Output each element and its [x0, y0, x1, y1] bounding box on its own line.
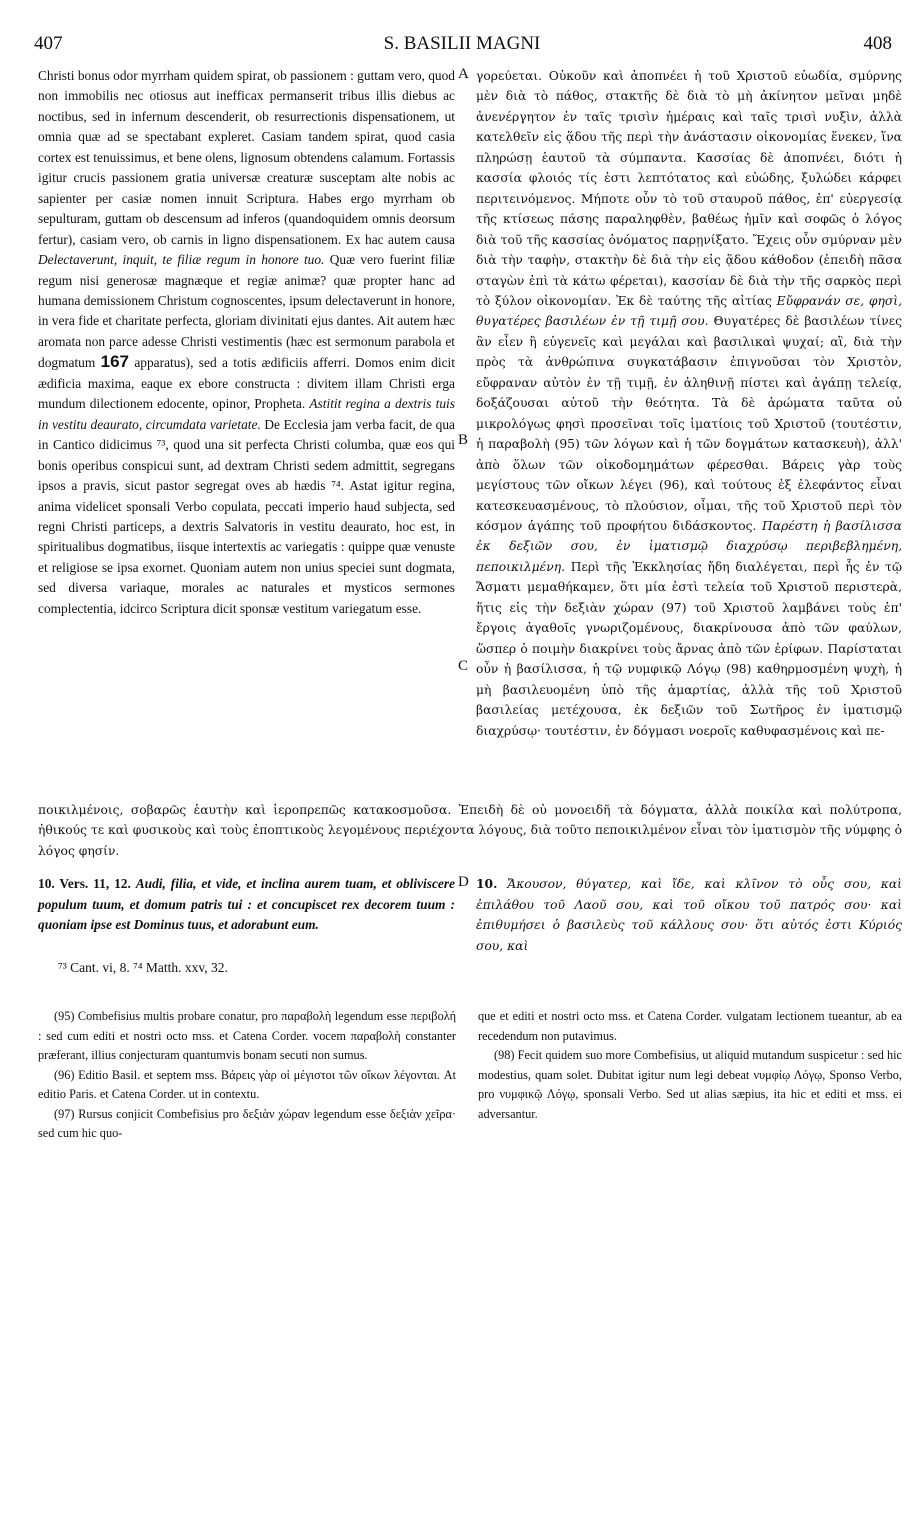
- note-96: (96) Editio Basil. et septem mss. Βάρεις γὰρ οἱ μέγιστοι τῶν οἴκων λέγονται. At editio Paris. et Catena Corder. ut in contextu.: [38, 1067, 456, 1101]
- verse-10-latin-label: 10. Vers. 11, 12.: [38, 876, 131, 891]
- greek-column: [476, 66, 902, 798]
- column-number: 167: [100, 352, 129, 372]
- verse-10-latin: [38, 874, 455, 938]
- latin-text-c: apparatus), sed a totis ædificiis afferri. Domos enim dicit ædificia maxima, eaque ex ebore constructa : divitem illam Christi erga mundum dilectionem edocente, opinor, Propheta.: [38, 355, 455, 412]
- latin-text-d: De Ecclesia jam verba facit, de qua in Cantico didicimus ⁷³, quod una sit perfecta Christi columba, quæ eos qui bonis operibus conspicui sunt, ad dextram Christi sedem admittit, segregans ipsos a pravis, sicut pastor segregat oves ab hædis ⁷⁴. Astat igitur regina, anima videlicet sponsali Verbo copulata, peccati imperio haud subjecta, sed regni Christi particeps, a dextris Salvatoris in vestitu deaurato, hoc est, in spiritualibus dogmatibus, iisque intertextis ac variegatis : quippe quæ venuste et religiose se ipsa exornet. Quoniam autem non unius speciei sunt dogmata, sed diversa variaque, morales ac naturales et mysticos sermones complectentia, idcirco Scriptura dicit sponsæ vestitum variegatum esse.: [38, 416, 455, 616]
- running-title: S. BASILII MAGNI: [383, 33, 541, 54]
- note-95: (95) Combefisius multis probare conatur, pro παραβολὴ legendum esse περιβολή : sed cum editi et nostri octo mss. et Catena Corder. vocem παραβολὴ constanter præferant, illius conjecturam quantumvis bonam secuti non sumus.: [38, 1009, 456, 1062]
- greek-continuation-text: ποικιλμένοις, σοβαρῶς ἑαυτὴν καὶ ἱεροπρεπῶς κατακοσμοῦσα. Ἐπειδὴ δὲ οὐ μονοειδῆ τὰ δόγματα, ἀλλὰ ποικίλα καὶ πολύτροπα, ἠθικούς τε καὶ φυσικοὺς καὶ τοὺς ἐποπτικοὺς λεγομένους περιέχοντα λόγους, διὰ τοῦτο πεποικιλμένον εἶναι τὸν ἱματισμὸν τῆς νύμφης ὁ λόγος φησίν.: [38, 803, 902, 858]
- latin-column: [38, 66, 455, 798]
- greek-text-b: Θυγατέρες δὲ βασιλέων τίνες ἂν εἶεν ἢ εὐγενεῖς καὶ μεγάλαι καὶ βασιλικαὶ ψυχαί; αἳ, διὰ τὴν πρὸς τὰ ἀνθρώπινα συγκατάβασιν ἐπιγνοῦσαι τὸν Χριστὸν, εὔφραναν αὐτὸν ἐν τῇ τιμῇ, ἐν ἀληθινῇ πίστει καὶ ἀγάπῃ τελείᾳ, δοξάζουσαι αὐτοῦ τὴν θεότητα. Τὰ δὲ ἀρώματα ταῦτα οὐ μικρολόγως φησὶ προσεῖναι τοῖς ἱματίοις τοῦ Χριστοῦ (τουτέστιν, ἡ παραβολὴ (95) τῶν λόγων καὶ ἡ τῶν δογμάτων κατασκευὴ), ἀλλ' ἀπὸ ὅλων τῶν οἰκοδομημάτων φέρεσθαι. Βάρεις γὰρ τοὺς μεγίστους τῶν οἴκων λέγει (96), καὶ τούτους ἐξ ἐλεφάντος εἶναι κατεσκευασμένους, τὸ πλούσιον, οἶμαι, τῆς τοῦ Χριστοῦ περὶ τὸν κόσμον ἀγάπης τοῦ προφήτου διδάσκοντος.: [476, 314, 902, 533]
- notes-left-column: [38, 1007, 456, 1467]
- verse-10-greek-quote: Ἄκουσον, θύγατερ, καὶ ἴδε, καὶ κλῖνον τὸ οὖς σου, καὶ ἐπιλάθου τοῦ Λαοῦ σου, καὶ τοῦ οἴκου τοῦ πατρός σου· καὶ ἐπιθυμήσει ὁ βασιλεὺς τοῦ κάλλους σου· ὅτι αὐτός ἐστι Κύριός σου, καὶ: [476, 877, 902, 953]
- margin-marker-a: A: [458, 66, 469, 82]
- latin-quote-1: Delectaverunt, inquit, te filiæ regum in honore tuo.: [38, 252, 325, 268]
- page-number-left: 407: [34, 33, 63, 54]
- greek-paragraph: [476, 66, 902, 741]
- notes-right-column: [478, 1007, 902, 1237]
- latin-text-a: Christi bonus odor myrrham quidem spirat, ob passionem : guttam vero, quod non immobilis nec otiosus aut inefficax permanserit tribus illis diebus ac noctibus, sed in infernum descenderit, ob resurrectionis dispensationem, ut omnia quæ ad se spectabant expleret. Casiam tandem spirat, quod casia cortex est tenuissimus, et bene olens, lignosum obtendens calamum. Fortassis igitur crucis passionem gratia universæ creaturæ susceptam alte nobis ac sapienter per casiæ nomen innuit Scriptura. Habes ergo myrrham ob sepulturam, guttam ob descensum ad inferos (quandoquidem omnis deorsum fertur), casiam vero, ob carnis in ligno dispensationem. Ex hac autem causa: [38, 68, 455, 247]
- greek-continuation: [38, 800, 902, 866]
- note-97-start: (97) Rursus conjicit Combefisius pro δεξιὰν χώραν legendum esse δεξιὰν χεῖρα· sed cum hic quo-: [38, 1106, 456, 1140]
- latin-quote-2: Astitit regina a dextris tuis in vestitu deaurato, circumdata varietate.: [38, 396, 455, 432]
- greek-quote-2: Παρέστη ἡ βασίλισσα ἐκ δεξιῶν σου, ἐν ἱματισμῷ διαχρύσῳ περιβεβλημένη, πεποικιλμένη.: [476, 518, 902, 574]
- note-97-end: que et editi et nostri octo mss. et Catena Corder. vulgatam lectionem tueantur, ab ea recedendum non putavimus.: [478, 1009, 902, 1043]
- note-98: (98) Fecit quidem suo more Combefisius, ut aliquid mutandum suspicetur : sed hic modestius, quam solet. Dubitat igitur num legi debeat νυμφίῳ Λόγῳ, Sponso Verbo, pro νυμφικῷ Λόγῳ, sponsali Verbo. Sed ut alias sæpius, ita hic et editi et mss. ei adversantur.: [478, 1048, 902, 1121]
- margin-marker-c: C: [458, 658, 469, 674]
- verse-10-latin-text: [38, 874, 455, 936]
- greek-quote-1: Εὔφρανάν σε, φησὶ, θυγατέρες βασιλέων ἐν τῇ τιμῇ σου.: [476, 293, 902, 329]
- margin-marker-d: D: [458, 874, 469, 890]
- verse-10-latin-quote: Audi, filia, et vide, et inclina aurem tuam, et obliviscere populum tuum, et domum patris tui : et concupiscet rex decorem tuum : quoniam ipse est Dominus tuus, et adorabunt eum.: [38, 876, 455, 932]
- latin-paragraph: [38, 66, 455, 619]
- page-header: [32, 33, 892, 61]
- margin-marker-b: B: [458, 432, 469, 448]
- verse-10-greek-text: [476, 874, 902, 956]
- latin-text-b: Quæ vero fuerint filiæ regum nisi generosæ magnæque et regiæ animæ? quæ propter hanc ad humana demissionem Christum cognoscentes, ipsum delectaverunt in honore, in vera fide et charitate perfecta, gloriam divinitati ejus dantes. Ait autem hæc aromata non parce adesse Christi vestimentis (hæc est sermonum parabola et dogmatum: [38, 252, 455, 371]
- verse-10-greek-label: 10.: [476, 876, 498, 891]
- greek-text-a: γορεύεται. Οὐκοῦν καὶ ἀποπνέει ἡ τοῦ Χριστοῦ εὐωδία, σμύρνης μὲν διὰ τὸ πάθος, στακτῆς δὲ διὰ τὸ μὴ ἀκίνητον μεῖναι μηδὲ ἀνενέργητον ἐν ταῖς τρισὶν ἡμέραις καὶ ταῖς τρισὶ νυξὶν, ἀλλὰ κατελθεῖν εἰς ᾅδου τῆς περὶ τὴν ἀνάστασιν οἰκονομίας ἕνεκεν, ἵνα πληρώσῃ ἑαυτοῦ τὰ σύμπαντα. Κασσίας δὲ ἀποπνέει, διότι ἡ κασσία φλοιός τίς ἐστι λεπτότατος καὶ εὐώδης, ξυλώδει κάρφει περιτεινόμενος. Μήποτε οὖν τὸ τοῦ σταυροῦ πάθος, ἐπ' εὐεργεσίᾳ τῆς κτίσεως πάσης παραληφθὲν, βαθέως ἡμῖν καὶ σοφῶς ὁ λόγος διὰ τοῦ τῆς κασσίας ὀνόματος παρῃνίξατο. Ἔχεις οὖν σμύρναν μὲν διὰ τὴν ταφὴν, στακτὴν δὲ διὰ τὴν εἰς ᾅδου κάθοδον (ἐπειδὴ πᾶσα σταγὼν ἐπὶ τὰ κάτω φέρεται), κασσίαν δὲ διὰ τὴν τῆς σαρκὸς περὶ τὸ ξύλον οἰκονομίαν. Ἐκ δὲ ταύτης τῆς αἰτίας: [476, 69, 902, 308]
- notes-divider: [32, 994, 892, 995]
- greek-text-c: Περὶ τῆς Ἐκκλησίας ἤδη διαλέγεται, περὶ ἧς ἐν τῷ Ἄσματι μεμαθήκαμεν, ὅτι μία ἐστὶ τελεία τοῦ Χριστοῦ περιστερὰ, ἥτις εἰς τὴν δεξιὰν χώραν (97) τοῦ Χριστοῦ λαμβάνει τοὺς ἐπ' ἔργοις ἀγαθοῖς γνωριζομένους, διακρίνουσα ἀπὸ τῶν φαύλων, ὥσπερ ὁ ποιμὴν διακρίνει τοὺς ἄρνας ἀπὸ τῶν ἐρίφων. Παρίσταται οὖν ἡ βασίλισσα, ἡ τῷ νυμφικῷ Λόγῳ (98) καθηρμοσμένη ψυχὴ, ἡ μὴ βασιλευομένη ὑπὸ τῆς ἁμαρτίας, ἀλλὰ τῆς τοῦ Χριστοῦ βασιλείας μετέχουσα, ἐκ δεξιῶν τοῦ Σωτῆρος ἐν ἱματισμῷ διαχρύσῳ· τουτέστιν, ἐν δόγμασι νοεροῖς καθυφασμένοις καὶ πε-: [476, 559, 902, 738]
- page-number-right: 408: [863, 33, 892, 54]
- verse-10-greek: [476, 874, 902, 953]
- scripture-footnote-refs: ⁷³ Cant. vi, 8. ⁷⁴ Matth. xxv, 32.: [58, 960, 228, 975]
